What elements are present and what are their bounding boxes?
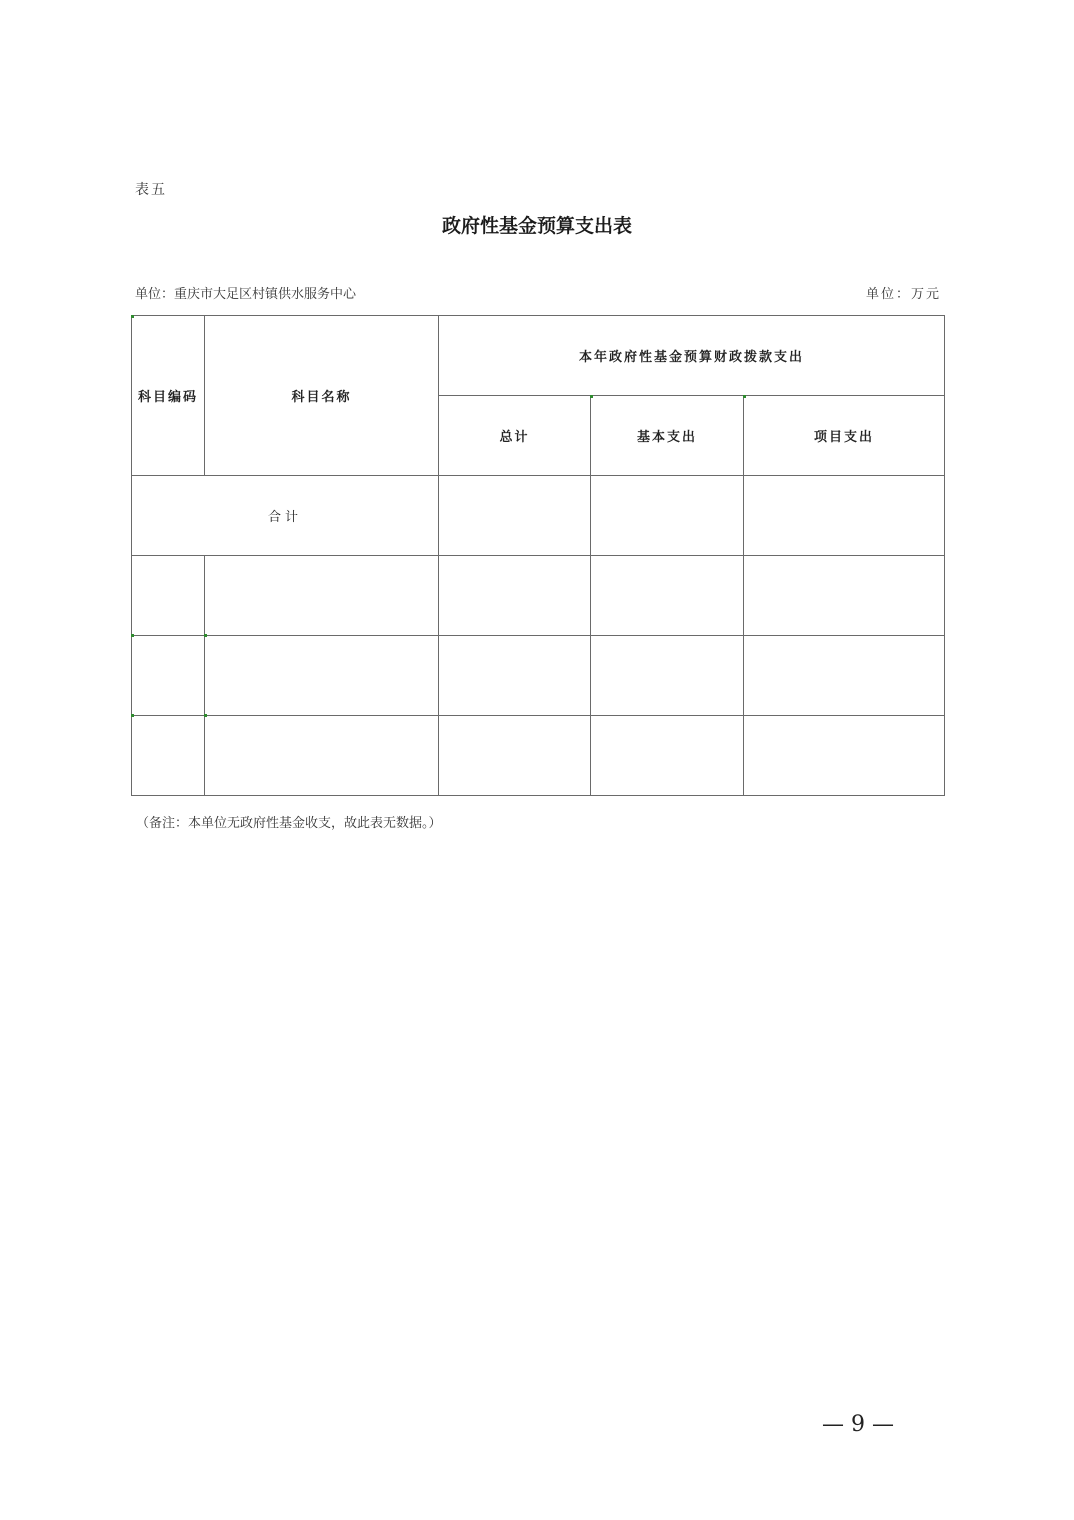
basic-cell [591,556,744,636]
cell-corner-mark [204,714,207,717]
unit-currency: 单位：万元 [865,287,941,302]
cell-corner-mark [131,315,134,318]
cell-corner-mark [743,395,746,398]
unit-organization: 单位：重庆市大足区村镇供水服务中心 [135,287,357,302]
basic-cell [591,716,744,796]
total-cell [439,476,591,556]
table-row [132,556,945,636]
header-name: 科目名称 [205,316,439,476]
table-row [132,636,945,716]
total-label: 合计 [132,476,439,556]
code-cell [132,636,205,716]
name-cell [205,556,439,636]
header-basic: 基本支出 [591,396,744,476]
project-cell [744,476,945,556]
table-number: 表五 [135,182,167,198]
cell-corner-mark [131,634,134,637]
page-number: — 9 — [822,1412,894,1437]
name-cell [205,636,439,716]
cell-corner-mark [131,714,134,717]
code-cell [132,556,205,636]
basic-cell [591,636,744,716]
code-cell [132,716,205,796]
header-row [132,316,945,396]
budget-table [131,315,945,796]
total-cell [439,636,591,716]
total-cell [439,556,591,636]
cell-corner-mark [590,395,593,398]
table-row [132,716,945,796]
project-cell [744,636,945,716]
total-row [132,476,945,556]
header-group: 本年政府性基金预算财政拨款支出 [439,316,945,396]
basic-cell [591,476,744,556]
project-cell [744,556,945,636]
project-cell [744,716,945,796]
header-total: 总计 [439,396,591,476]
cell-corner-mark [204,634,207,637]
name-cell [205,716,439,796]
header-project: 项目支出 [744,396,945,476]
table-note: （备注：本单位无政府性基金收支，故此表无数据。） [136,816,442,831]
header-code: 科目编码 [132,316,205,476]
total-cell [439,716,591,796]
page-title: 政府性基金预算支出表 [441,215,632,237]
